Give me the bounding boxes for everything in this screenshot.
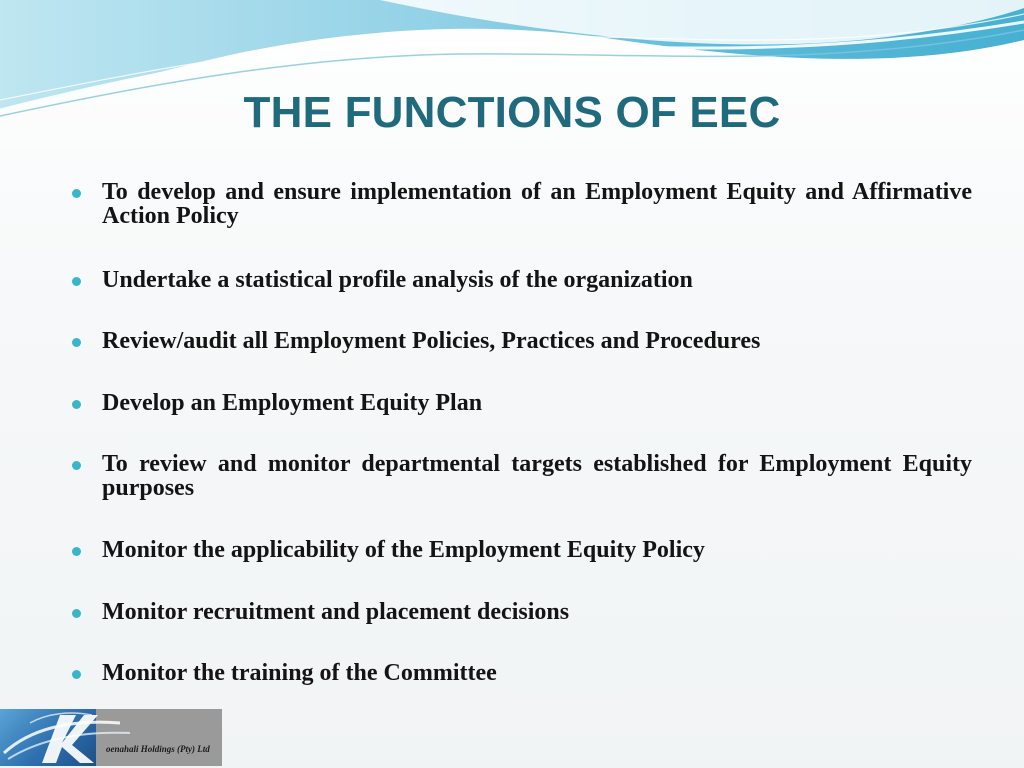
bullet-text: To develop and ensure implementation of an Employment Equity and Affirmative Action Policy: [102, 179, 972, 229]
bullet-icon: [72, 547, 81, 556]
bullet-text: Monitor recruitment and placement decisions: [102, 599, 570, 625]
bullet-icon: [72, 609, 81, 618]
bullet-icon: [72, 400, 81, 409]
slide-title: THE FUNCTIONS OF EEC: [243, 88, 781, 137]
company-logo: [0, 709, 222, 766]
bullet-text: Develop an Employment Equity Plan: [102, 390, 483, 416]
bullet-icon: [72, 189, 81, 198]
bullet-text: To review and monitor departmental targets established for Employment Equity purposes: [102, 451, 972, 501]
bullet-text: Monitor the applicability of the Employment Equity Policy: [102, 537, 705, 563]
bullet-icon: [72, 338, 81, 347]
bullet-text: Review/audit all Employment Policies, Practices and Procedures: [102, 328, 761, 354]
logo-company-name: oenahali Holdings (Pty) Ltd: [106, 744, 210, 754]
stylized-k-swoosh-icon: [0, 709, 222, 766]
bullet-text: Monitor the training of the Committee: [102, 660, 497, 686]
bullet-icon: [72, 277, 81, 286]
bullet-icon: [72, 461, 81, 470]
bullet-icon: [72, 670, 81, 679]
bullet-text: Undertake a statistical profile analysis of the organization: [102, 267, 693, 293]
